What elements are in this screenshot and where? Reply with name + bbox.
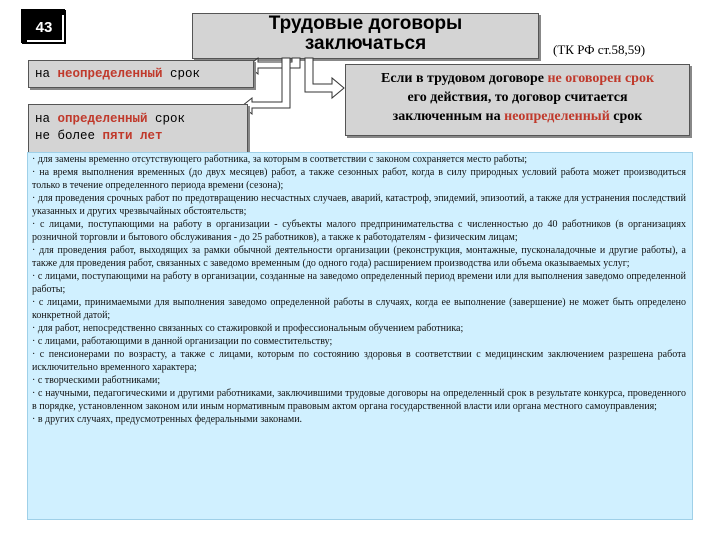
- note-line3-highlight: неопределенный: [504, 109, 610, 124]
- list-item: · для работ, непосредственно связанных со стажировкой и профессиональным обучением работника;: [32, 323, 464, 334]
- limited-max-highlight: пяти лет: [102, 129, 163, 143]
- list-item: · для проведения срочных работ по предотвращению несчастных случаев, аварий, катастроф, эпидемий, эпизоотий, а также для устранения последствий указанных и других чрезвычайных обстоятельств;: [32, 193, 686, 217]
- unlimited-highlight: неопределенный: [57, 67, 163, 81]
- arrow-to-note: [305, 58, 344, 98]
- list-item: · для замены временно отсутствующего работника, за которым в соответствии с законом сохраняется место работы;: [32, 154, 528, 165]
- unlimited-prefix: на: [35, 67, 58, 81]
- note-line3-suffix: срок: [609, 109, 643, 124]
- list-item: · с пенсионерами по возрасту, а также с лицами, которым по состоянию здоровья в соответствии с медицинским заключением разрешена работа исключительно временного характера;: [32, 349, 686, 373]
- unlimited-term-box: [28, 60, 254, 88]
- arrow-to-unlimited: [248, 58, 300, 74]
- list-item: · с научными, педагогическими и другими работниками, заключившими трудовые договоры на определенный срок в результате конкурса, проведенного в порядке, установленном законом или иным нормативным правовым актом органа государственной власти или органа местного самоуправления;: [32, 388, 686, 412]
- list-item: · с творческими работниками;: [32, 375, 161, 386]
- note-line1-highlight: не оговорен срок: [547, 71, 655, 86]
- list-item: · с лицами, работающими в данной организации по совместительству;: [32, 336, 333, 347]
- list-item: · для проведения работ, выходящих за рамки обычной деятельности организации (реконструкция, монтажные, пусконаладочные и другие работы), а также для проведения работ, связанных с заведомо временным (до одного года) расширением производства или объема оказываемых услуг;: [32, 245, 686, 269]
- note-box: [345, 64, 690, 136]
- tk-reference: (ТК РФ ст.58,59): [553, 42, 646, 57]
- unlimited-suffix: срок: [162, 67, 201, 81]
- list-item: · с лицами, поступающими на работу в организации - субъекты малого предпринимательства с численностью до 40 работников (в организациях розничной торговли и бытового обслуживания - до 25 работников), а также к работодателям - физическим лицам;: [32, 219, 686, 243]
- note-line1-prefix: Если в трудовом договоре: [380, 71, 548, 86]
- list-item: · на время выполнения временных (до двух месяцев) работ, а также сезонных работ, когда в силу природных условий работа может производиться только в течение определенного периода времени (сезона);: [32, 167, 686, 191]
- title-line-1: Трудовые договоры: [268, 13, 463, 34]
- limited-suffix: срок: [147, 112, 186, 126]
- limited-term-box: [28, 104, 248, 154]
- list-item: · в других случаях, предусмотренных федеральными законами.: [32, 414, 303, 425]
- note-line2: его действия, то договор считается: [407, 90, 628, 105]
- list-item: · с лицами, принимаемыми для выполнения заведомо определенной работы в случаях, когда ее выполнение (завершение) не может быть определено конкретной датой;: [32, 297, 686, 321]
- note-line3-prefix: заключенным на: [392, 109, 505, 124]
- limited-highlight: определенный: [57, 112, 148, 126]
- limited-max-prefix: не более: [35, 129, 103, 143]
- list-item: · с лицами, поступающими на работу в организации, созданные на заведомо определенный период времени или для выполнения заведомо определенной работы;: [32, 271, 686, 295]
- fixed-term-cases-list: [27, 152, 693, 520]
- title-line-2: заключаться: [304, 33, 427, 54]
- slide-number: 43: [26, 14, 62, 40]
- limited-prefix: на: [35, 112, 58, 126]
